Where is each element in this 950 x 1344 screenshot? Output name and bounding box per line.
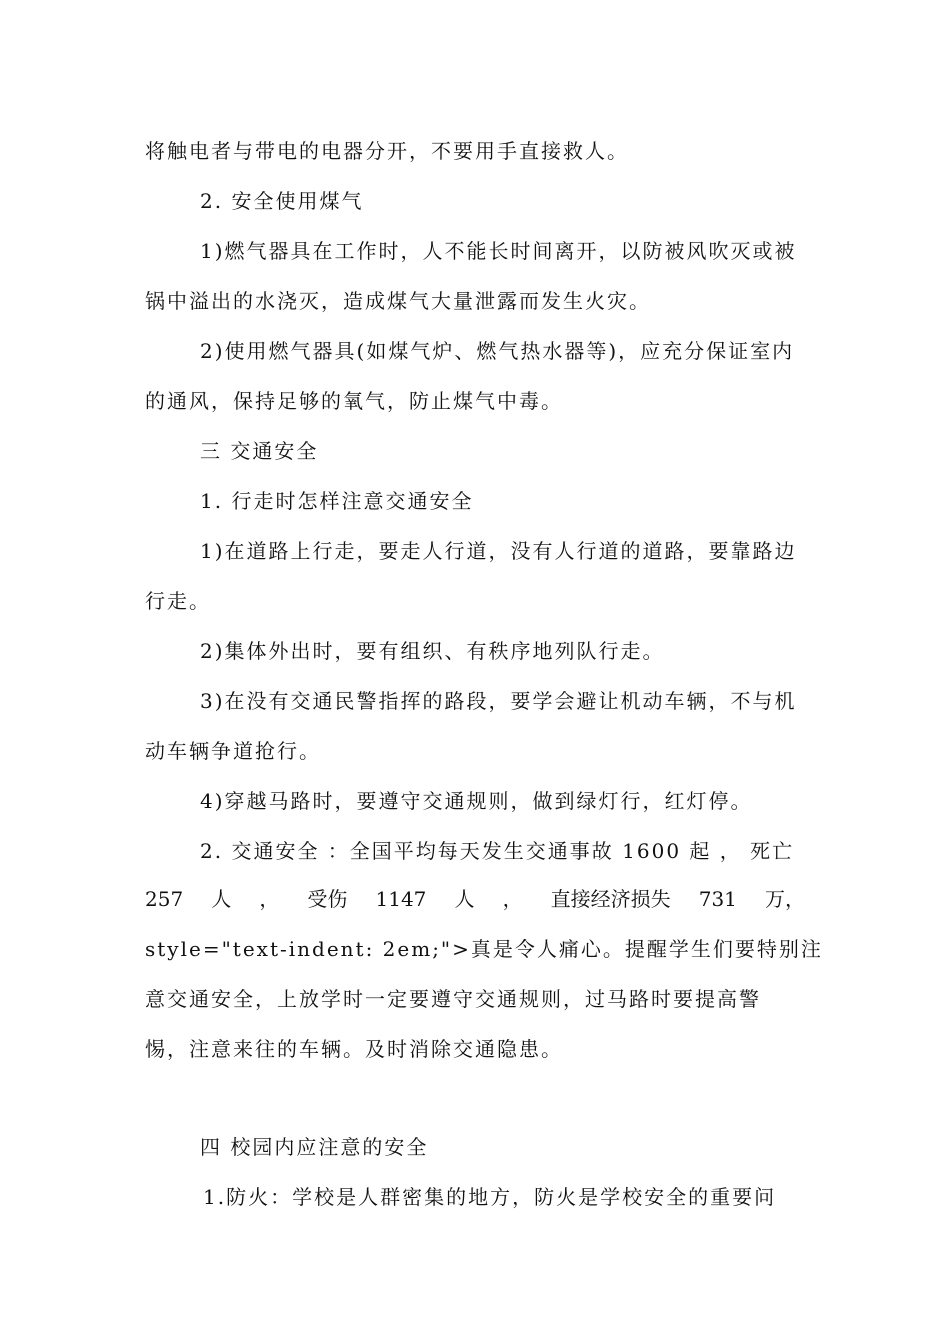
paragraph-line: 锅中溢出的水浇灭，造成煤气大量泄露而发生火灾。 [145,289,651,313]
paragraph-line: 将触电者与带电的电器分开，不要用手直接救人。 [145,139,629,163]
stats-token: 人 [211,887,232,911]
stats-token: 直接经济损失 [550,887,671,911]
stats-token: ， [502,887,523,911]
paragraph-line: 1)燃气器具在工作时，人不能长时间离开，以防被风吹灭或被 [200,239,797,263]
stats-token: 257 [145,887,184,911]
stats-line [145,885,805,913]
stats-token: 731 [698,887,737,911]
section-heading: 1. 行走时怎样注意交通安全 [200,489,474,513]
paragraph-line: 1)在道路上行走，要走人行道，没有人行道的道路，要靠路边 [200,539,797,563]
paragraph-line: 2)使用燃气器具(如煤气炉、燃气热水器等)，应充分保证室内 [200,339,795,363]
paragraph-line: 2)集体外出时，要有组织、有秩序地列队行走。 [200,639,665,663]
paragraph-line: style="text-indent: 2em;">真是令人痛心。提醒学生们要特别注 [145,937,823,961]
stats-token: ， [259,887,280,911]
stats-token: 万， [764,887,805,911]
paragraph-line: 动车辆争道抢行。 [145,739,321,763]
stats-token: 受伤 [307,887,348,911]
paragraph-line: 4)穿越马路时，要遵守交通规则，做到绿灯行，红灯停。 [200,789,753,813]
paragraph-line: 2. 交通安全 ：全国平均每天发生交通事故 1600 起 ， 死亡 [200,839,795,863]
paragraph-line: 1.防火：学校是人群密集的地方，防火是学校安全的重要问 [203,1185,777,1209]
paragraph-line: 惕，注意来往的车辆。及时消除交通隐患。 [145,1037,563,1061]
paragraph-line: 意交通安全，上放学时一定要遵守交通规则，过马路时要提高警 [145,987,761,1011]
paragraph-line: 3)在没有交通民警指挥的路段，要学会避让机动车辆，不与机 [200,689,797,713]
section-heading: 三 交通安全 [200,439,319,463]
section-heading: 四 校园内应注意的安全 [200,1135,429,1159]
section-heading: 2. 安全使用煤气 [200,189,364,213]
paragraph-line: 行走。 [145,589,211,613]
stats-token: 人 [454,887,475,911]
stats-token: 1147 [375,887,427,911]
paragraph-line: 的通风，保持足够的氧气，防止煤气中毒。 [145,389,563,413]
